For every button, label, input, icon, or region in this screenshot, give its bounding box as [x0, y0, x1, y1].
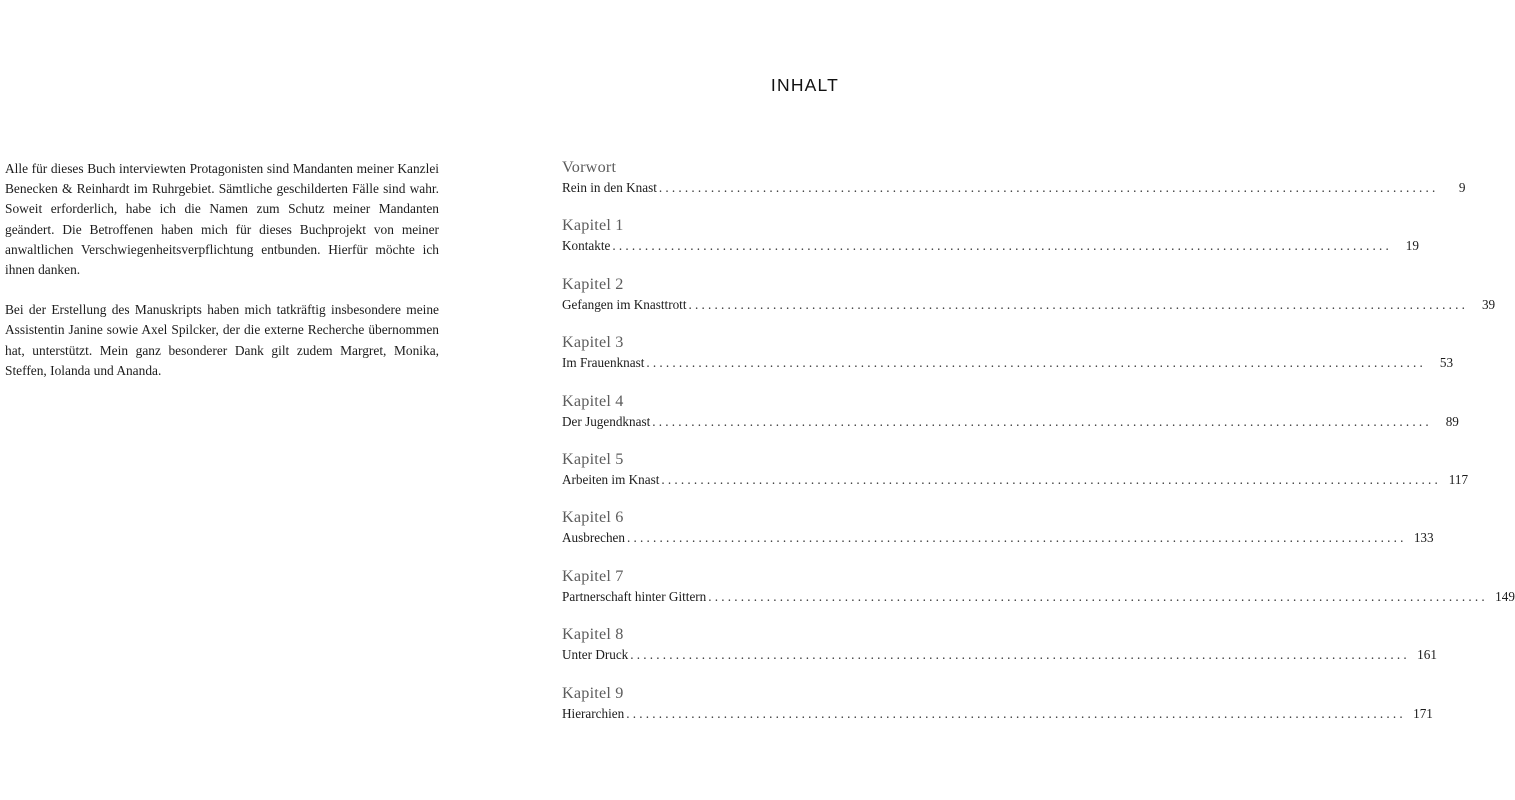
chapter-label: Kapitel 2 [562, 274, 624, 293]
toc-entry [562, 448, 1469, 506]
dot-leader: ........................................................................................................................ [708, 588, 1488, 604]
toc-line [562, 471, 1469, 489]
entry-title: Arbeiten im Knast [562, 471, 660, 487]
page-number: 161 [1417, 647, 1437, 663]
dot-leader: ........................................................................................................................ [646, 355, 1427, 371]
entry-title: Hierarchien [562, 705, 625, 721]
page-number: 89 [1445, 413, 1459, 429]
page-number: 19 [1405, 238, 1419, 254]
acknowledgement-paragraph: Bei der Erstellung des Manuskripts haben mich tatkräftig insbesondere meine Assistentin Janine sowie Axel Spilcker, der die externe Recherche übernommen hat, unterstützt. Mein ganz besonderer Dank gilt zudem Margret, Monika, Steffen, Iolanda und Ananda. [5, 302, 439, 378]
entry-title: Ausbrechen [562, 530, 625, 546]
dot-leader: ........................................................................................................................ [652, 413, 1432, 429]
toc-line [562, 296, 1496, 314]
toc-entry [562, 390, 1459, 448]
chapter-label: Kapitel 5 [562, 449, 624, 468]
toc-line [562, 588, 1515, 606]
toc-line [562, 237, 1419, 255]
chapter-label: Kapitel 4 [562, 391, 624, 410]
page-number: 149 [1495, 588, 1515, 604]
chapter-label: Kapitel 8 [562, 625, 624, 644]
chapter-label: Kapitel 3 [562, 333, 624, 352]
toc-entry [562, 623, 1437, 681]
toc-entry [562, 331, 1454, 389]
page-number: 39 [1481, 296, 1496, 312]
entry-title: Der Jugendknast [562, 413, 651, 429]
dot-leader: ........................................................................................................................ [661, 471, 1442, 487]
toc-entry [562, 273, 1496, 331]
toc-line [562, 179, 1466, 197]
entry-title: Unter Druck [562, 647, 629, 663]
page-number: 171 [1413, 705, 1433, 721]
toc-line [562, 413, 1459, 431]
toc-line [562, 705, 1433, 723]
page-number: 9 [1458, 180, 1466, 195]
chapter-label: Kapitel 7 [562, 566, 624, 585]
dot-leader: ........................................................................................................................ [626, 530, 1407, 546]
toc-entry [562, 682, 1433, 740]
toc-line [562, 354, 1454, 372]
page-number: 117 [1448, 471, 1469, 487]
toc-line [562, 529, 1434, 547]
chapter-label: Kapitel 1 [562, 216, 624, 235]
chapter-label: Kapitel 6 [562, 508, 624, 527]
toc-entry [562, 506, 1434, 564]
page-number: 53 [1439, 355, 1454, 371]
acknowledgement-paragraph: Alle für dieses Buch interviewten Protagonisten sind Mandanten meiner Kanzlei Benecken & Reinhardt im Ruhrgebiet. Sämtliche geschilderten Fälle sind wahr. Soweit erforderlich, habe ich die Namen zum Schutz meiner Mandanten geändert. Die Betroffenen haben mich für dieses Buchprojekt von meiner anwaltlichen Verschwiegenheitsverpflichtung entbunden. Hierfür möchte ich ihnen danken. [5, 161, 439, 278]
page-number: 133 [1413, 530, 1434, 546]
toc-entry [562, 565, 1515, 623]
toc-heading: INHALT [770, 75, 840, 95]
entry-title: Partnerschaft hinter Gittern [562, 588, 707, 604]
chapter-label: Kapitel 9 [562, 683, 624, 702]
dot-leader: ........................................................................................................................ [688, 296, 1469, 312]
chapter-label: Vorwort [562, 158, 617, 176]
entry-title: Gefangen im Knasttrott [562, 296, 687, 312]
dot-leader: ........................................................................................................................ [658, 180, 1439, 195]
acknowledgement-text [5, 159, 439, 401]
dot-leader: ........................................................................................................................ [626, 705, 1406, 721]
toc-line [562, 646, 1437, 664]
toc-entry [562, 214, 1419, 272]
dot-leader: ........................................................................................................................ [630, 647, 1410, 663]
table-of-contents [562, 156, 1515, 740]
toc-entry [562, 156, 1466, 214]
entry-title: Im Frauenknast [562, 355, 645, 371]
dot-leader: ........................................................................................................................ [612, 238, 1392, 254]
entry-title: Rein in den Knast [562, 180, 657, 195]
entry-title: Kontakte [562, 238, 611, 254]
